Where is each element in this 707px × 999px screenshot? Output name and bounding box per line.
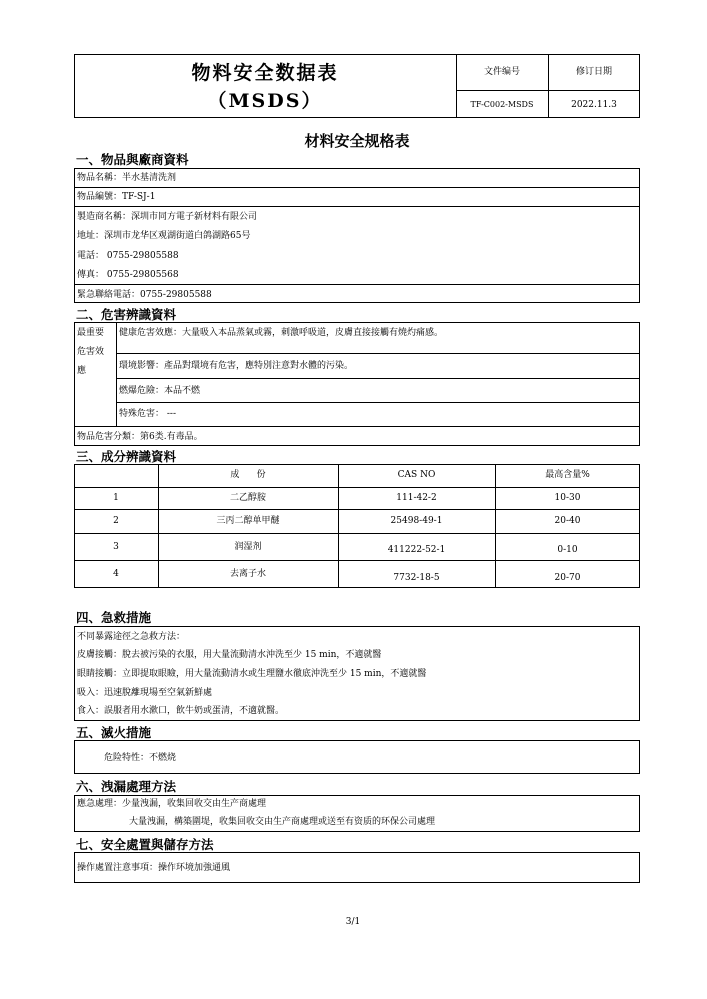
rev-date-label: 修订日期 bbox=[575, 67, 612, 77]
s3-row-name: 二乙醇胺 bbox=[229, 493, 266, 503]
s3-row-max: 0-10 bbox=[557, 545, 578, 555]
s6-line-1: 應急處理：少量洩漏，收集回收交由生产商處理 bbox=[77, 799, 267, 809]
s1-line bbox=[74, 284, 640, 285]
s3-header-component: 成 份 bbox=[230, 470, 266, 480]
section-2-heading: 二、危害辨識資料 bbox=[76, 307, 177, 322]
s1-product-code: 物品編號：TF-SJ-1 bbox=[77, 192, 156, 202]
s6-line-2: 大量洩漏，構築圍堤，收集回收交由生产商處理或送至有资质的环保公司處理 bbox=[129, 817, 436, 827]
s3-row-cas: 411222-52-1 bbox=[387, 545, 446, 555]
doc-title: 物料安全数据表 bbox=[191, 62, 339, 84]
s3-row-name: 去离子水 bbox=[229, 569, 266, 579]
s3-row-name: 三丙二醇单甲醚 bbox=[216, 516, 280, 526]
s3-row-line bbox=[74, 533, 640, 534]
s1-line bbox=[74, 206, 640, 207]
s3-row-no: 1 bbox=[113, 493, 119, 503]
s4-ingestion: 食入：誤服者用水漱口，飲牛奶或蛋清，不適就醫。 bbox=[77, 706, 285, 716]
s2-line bbox=[116, 353, 640, 354]
page-title: 材料安全规格表 bbox=[304, 132, 410, 150]
page-number: 3/1 bbox=[345, 917, 361, 927]
section-6-heading: 六、洩漏處理方法 bbox=[76, 779, 177, 794]
s4-intro: 不同暴露途徑之急救方法： bbox=[77, 632, 186, 642]
s3-header-cas: CAS NO bbox=[397, 470, 436, 480]
s4-skin-contact: 皮膚接觸：脫去被污染的衣服，用大量流動清水沖洗至少 15 min，不適就醫 bbox=[77, 650, 382, 660]
s3-row-cas: 111-42-2 bbox=[396, 493, 437, 503]
s3-row-line bbox=[74, 487, 640, 488]
s1-emergency-phone: 緊急聯絡電話：0755-29805588 bbox=[77, 290, 212, 300]
s7-text: 操作處置注意事項：操作环境加強通風 bbox=[77, 863, 231, 873]
s4-eye-contact: 眼睛接觸：立即提取眼瞼，用大量流動清水或生理鹽水徹底沖洗至少 15 min，不適就醫 bbox=[77, 669, 427, 679]
s3-header-max: 最高含量% bbox=[545, 470, 590, 480]
s2-line bbox=[116, 402, 640, 403]
section-4-heading: 四、急救措施 bbox=[76, 610, 152, 625]
s2-environment: 環境影響：產品對環境有危害，應特別注意對水體的污染。 bbox=[119, 361, 354, 371]
doc-title-msds: （MSDS） bbox=[207, 90, 323, 112]
s3-row-max: 10-30 bbox=[554, 493, 581, 503]
header-mid-line bbox=[456, 90, 640, 91]
section-2-table bbox=[74, 322, 640, 446]
s2-left-label-2: 危害效 bbox=[77, 347, 105, 357]
s3-row-line bbox=[74, 560, 640, 561]
rev-date-value: 2022.11.3 bbox=[571, 100, 617, 110]
s2-line bbox=[74, 426, 640, 427]
s3-row-no: 3 bbox=[113, 542, 119, 552]
s3-row-name: 润湿剂 bbox=[234, 542, 262, 552]
s2-classification: 物品危害分類：第6类.有毒品。 bbox=[77, 432, 203, 442]
s2-line bbox=[116, 378, 640, 379]
doc-no-value: TF-C002-MSDS bbox=[470, 100, 534, 109]
s2-fire-explosion: 燃爆危險：本品不燃 bbox=[119, 386, 201, 396]
section-5-heading: 五、滅火措施 bbox=[76, 725, 152, 740]
s1-fax: 傳真： 0755-29805568 bbox=[77, 270, 179, 280]
s1-line bbox=[74, 187, 640, 188]
s1-product-name: 物品名稱：半水基清洗剂 bbox=[77, 173, 177, 183]
s2-left-label-3: 應 bbox=[77, 366, 87, 376]
s3-row-cas: 25498-49-1 bbox=[390, 516, 443, 526]
s3-row-line bbox=[74, 509, 640, 510]
s1-address: 地址：深圳市龙华区观湖街道白鸽湖路65号 bbox=[77, 231, 251, 241]
s1-phone: 電話： 0755-29805588 bbox=[77, 251, 179, 261]
section-7-heading: 七、安全處置與儲存方法 bbox=[76, 837, 214, 852]
s3-row-cas: 7732-18-5 bbox=[393, 573, 440, 583]
section-1-heading: 一、物品與廠商資料 bbox=[76, 152, 189, 167]
s3-row-no: 4 bbox=[113, 569, 119, 579]
s2-left-label-1: 最重要 bbox=[77, 328, 105, 338]
s2-left-divider bbox=[116, 322, 117, 426]
s3-row-no: 2 bbox=[113, 516, 119, 526]
s2-special-hazard: 特殊危害： --- bbox=[119, 409, 176, 419]
doc-no-label: 文件编号 bbox=[483, 67, 520, 77]
s3-row-max: 20-70 bbox=[554, 573, 581, 583]
s5-text: 危险特性：不燃烧 bbox=[104, 753, 177, 763]
s4-inhalation: 吸入：迅速脫離現場至空氣新鮮處 bbox=[77, 688, 213, 698]
section-3-heading: 三、成分辨識資料 bbox=[76, 449, 177, 464]
s1-manufacturer: 製造商名稱：深圳市同方電子新材料有限公司 bbox=[77, 212, 258, 222]
s2-health-hazard: 健康危害效應：大量吸入本品蒸氣或霧，刺激呼吸道，皮膚直接接觸有燒灼痛感。 bbox=[119, 328, 444, 338]
s3-row-max: 20-40 bbox=[554, 516, 581, 526]
